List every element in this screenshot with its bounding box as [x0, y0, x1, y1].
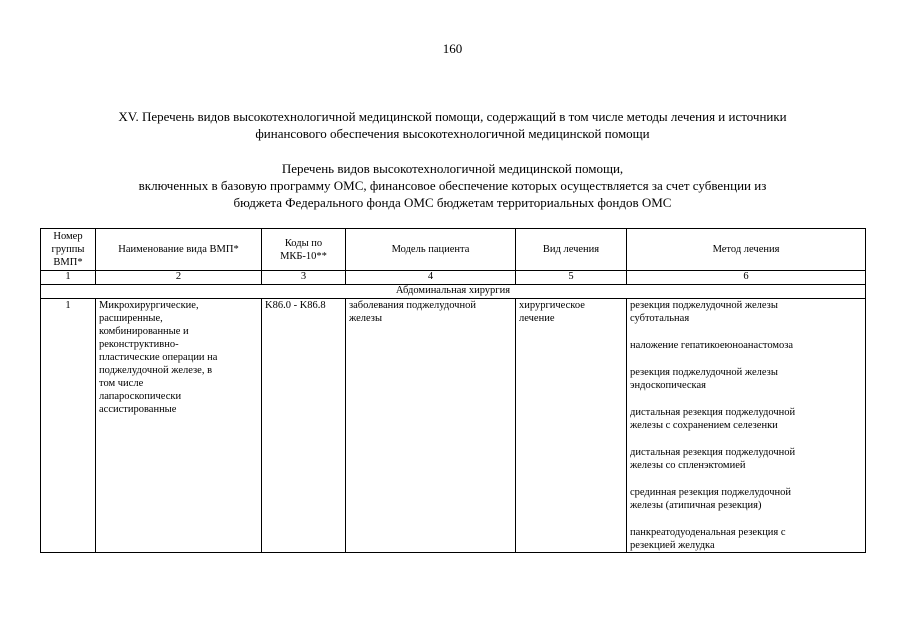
- page-number: 160: [442, 41, 463, 56]
- cell-icd-codes: K86.0 - K86.8: [262, 299, 346, 553]
- header-patient-model: Модель пациента: [346, 229, 516, 271]
- cell-group-number: 1: [41, 299, 96, 553]
- header-group-number: Номер группы ВМП*: [41, 229, 96, 271]
- column-number: 4: [346, 271, 516, 285]
- column-number: 3: [262, 271, 346, 285]
- cell-treatment-methods: [627, 299, 866, 553]
- table-row: [41, 299, 866, 553]
- method-item: резекция поджелудочной железы субтотальная: [630, 300, 778, 324]
- cell-patient-model: заболевания поджелудочной железы: [346, 299, 516, 553]
- column-number: 5: [516, 271, 627, 285]
- column-number: 2: [96, 271, 262, 285]
- method-item: наложение гепатикоеюноанастомоза: [630, 340, 794, 351]
- method-item: резекция поджелудочной железы эндоскопическая: [630, 367, 778, 391]
- section-title: Абдоминальная хирургия: [41, 285, 866, 299]
- header-icd-codes: Коды по МКБ-10**: [262, 229, 346, 271]
- vmp-table: [40, 228, 866, 553]
- section-row: [41, 285, 866, 299]
- table-header-row: [41, 229, 866, 271]
- main-title-line-2: финансового обеспечения высокотехнологичной медицинской помощи: [255, 126, 650, 141]
- method-item: панкреатодуоденальная резекция с резекцией желудка: [630, 527, 786, 551]
- method-item: дистальная резекция поджелудочной железы с сохранением селезенки: [630, 407, 796, 431]
- column-number: 6: [627, 271, 866, 285]
- sub-title: [40, 160, 865, 211]
- method-item: срединная резекция поджелудочной железы (атипичная резекция): [630, 487, 791, 511]
- main-title: [40, 108, 865, 142]
- header-vmp-name: Наименование вида ВМП*: [96, 229, 262, 271]
- method-item: дистальная резекция поджелудочной железы со спленэктомией: [630, 447, 796, 471]
- cell-treatment-type: хирургическое лечение: [516, 299, 627, 553]
- header-treatment-method: Метод лечения: [627, 229, 866, 271]
- sub-title-line-3: бюджета Федерального фонда ОМС бюджетам территориальных фондов ОМС: [233, 195, 672, 210]
- column-number: 1: [41, 271, 96, 285]
- cell-vmp-name: Микрохирургические, расширенные, комбинированные и реконструктивно- пластические операции на поджелудочной железе, в том числе лапароскопически ассистированные: [96, 299, 262, 553]
- header-treatment-type: Вид лечения: [516, 229, 627, 271]
- main-title-line-1: XV. Перечень видов высокотехнологичной медицинской помощи, содержащий в том числе методы лечения и источники: [118, 109, 787, 124]
- sub-title-line-1: Перечень видов высокотехнологичной медицинской помощи,: [281, 161, 624, 176]
- column-number-row: [41, 271, 866, 285]
- sub-title-line-2: включенных в базовую программу ОМС, финансовое обеспечение которых осуществляется за счет субвенции из: [138, 178, 767, 193]
